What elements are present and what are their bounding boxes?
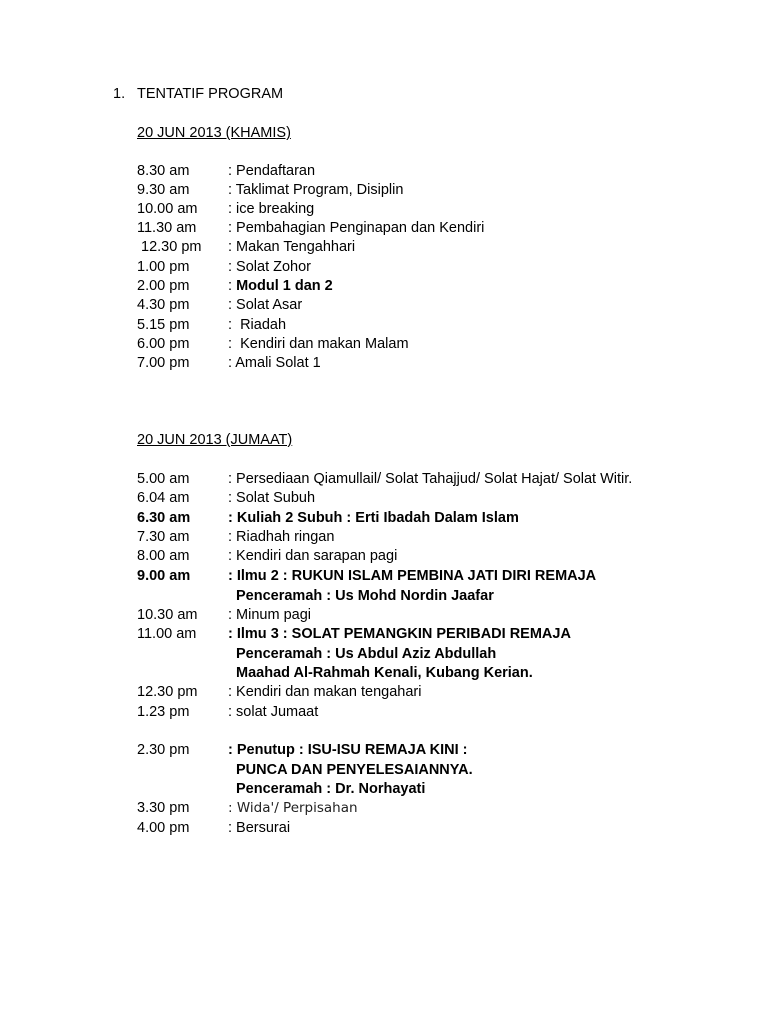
row-activity: : Kendiri dan makan Malam — [228, 336, 409, 352]
row-activity-continuation: Penceramah : Us Abdul Aziz Abdullah — [236, 646, 497, 662]
row-activity — [228, 277, 333, 296]
row-time: 2.30 pm — [137, 742, 190, 758]
row-activity: : Penutup : ISU-ISU REMAJA KINI : — [228, 742, 468, 758]
row-activity: : Makan Tengahhari — [228, 239, 356, 255]
row-time: 1.00 pm — [137, 259, 190, 275]
row-activity: : Riadhah ringan — [228, 529, 335, 545]
row-activity-continuation: PUNCA DAN PENYELESAIANNYA. — [236, 762, 473, 778]
section-title: TENTATIF PROGRAM — [137, 86, 284, 102]
row-activity: : Solat Asar — [228, 297, 303, 313]
day2-date-label: 20 JUN 2013 (JUMAAT) — [137, 432, 293, 448]
row-activity: : Ilmu 3 : SOLAT PEMANGKIN PERIBADI REMAJA — [228, 626, 571, 642]
row-time: 5.15 pm — [137, 317, 190, 333]
row-time: 6.30 am — [137, 510, 191, 526]
row-time: 6.00 pm — [137, 336, 190, 352]
row-activity: : Wida'/ Perpisahan — [228, 800, 358, 816]
section-number: 1. — [113, 86, 126, 102]
row-activity: : Riadah — [228, 317, 287, 333]
row-time: 2.00 pm — [137, 278, 190, 294]
row-time: 12.30 pm — [137, 684, 198, 700]
row-time: 8.00 am — [137, 548, 190, 564]
row-activity: : solat Jumaat — [228, 704, 319, 720]
row-activity: : Pendaftaran — [228, 163, 316, 179]
row-activity: : Persediaan Qiamullail/ Solat Tahajjud/ Solat Hajat/ Solat Witir. — [228, 471, 633, 487]
row-activity: : Pembahagian Penginapan dan Kendiri — [228, 220, 485, 236]
row-activity: : Kuliah 2 Subuh : Erti Ibadah Dalam Islam — [228, 510, 519, 526]
row-time: 12.30 pm — [137, 239, 202, 255]
row-activity-prefix: : — [228, 278, 237, 294]
row-activity: : Solat Subuh — [228, 490, 316, 506]
row-time: 6.04 am — [137, 490, 190, 506]
row-time: 4.30 pm — [137, 297, 190, 313]
row-activity: : Taklimat Program, Disiplin — [228, 182, 404, 198]
row-activity: : Kendiri dan makan tengahari — [228, 684, 422, 700]
row-activity: : ice breaking — [228, 201, 315, 217]
row-time: 10.00 am — [137, 201, 198, 217]
row-activity: : Kendiri dan sarapan pagi — [228, 548, 398, 564]
row-activity: : Minum pagi — [228, 607, 312, 623]
row-activity: : Amali Solat 1 — [228, 355, 321, 371]
row-time: 7.30 am — [137, 529, 190, 545]
row-time: 11.30 am — [137, 220, 197, 236]
row-activity-bold: Modul 1 dan 2 — [236, 278, 333, 294]
row-activity-continuation: Maahad Al-Rahmah Kenali, Kubang Kerian. — [236, 665, 533, 681]
day1-date-label: 20 JUN 2013 (KHAMIS) — [137, 125, 291, 141]
row-activity-continuation: Penceramah : Us Mohd Nordin Jaafar — [236, 588, 494, 604]
row-time: 7.00 pm — [137, 355, 190, 371]
row-time: 3.30 pm — [137, 800, 190, 816]
row-time: 10.30 am — [137, 607, 198, 623]
row-time: 11.00 am — [137, 626, 197, 642]
row-activity: : Bersurai — [228, 820, 291, 836]
row-activity: : Ilmu 2 : RUKUN ISLAM PEMBINA JATI DIRI REMAJA — [228, 568, 597, 584]
row-time: 8.30 am — [137, 163, 190, 179]
row-time: 5.00 am — [137, 471, 190, 487]
row-activity-continuation: Penceramah : Dr. Norhayati — [236, 781, 426, 797]
row-time: 9.00 am — [137, 568, 191, 584]
row-activity: : Solat Zohor — [228, 259, 312, 275]
row-time: 9.30 am — [137, 182, 190, 198]
row-time: 4.00 pm — [137, 820, 190, 836]
row-time: 1.23 pm — [137, 704, 190, 720]
